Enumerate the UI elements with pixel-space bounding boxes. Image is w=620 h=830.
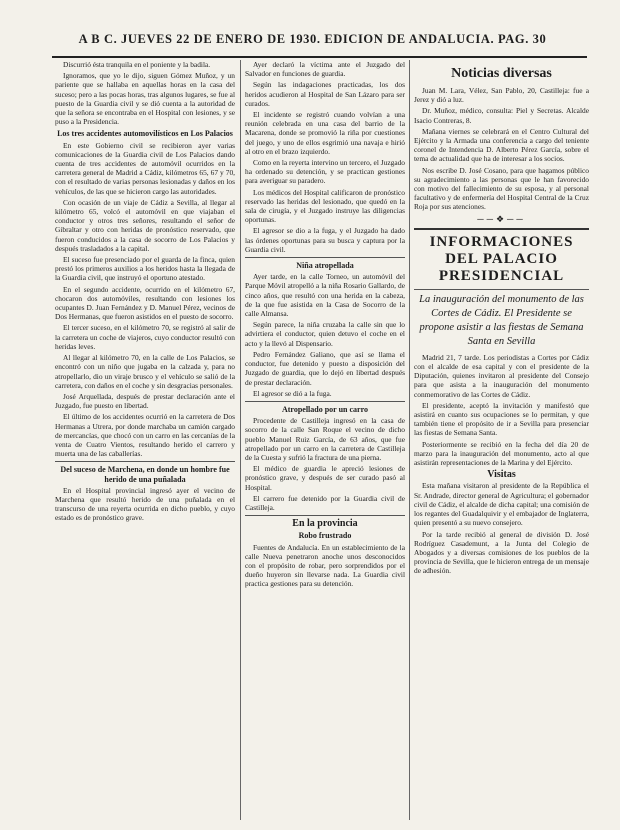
- article-paragraph: Pedro Fernández Galiano, que así se llama el conductor, fue detenido y puesto a disposición del Juzgado de guardia, que lo dejó en libertad después de prestar declaración.: [245, 349, 405, 387]
- article-paragraph: Procedente de Castilleja ingresó en la casa de socorro de la calle San Roque el vecino de dicho pueblo Manuel Ruiz García, de 63 años, que fue atropellado por un carro en la carretera de Castilleja de la Cuesta y sufrió la fractura de una pierna.: [245, 416, 405, 462]
- article-paragraph: El carrero fue detenido por la Guardia civil de Castilleja.: [245, 493, 405, 512]
- article-paragraph: En el Hospital provincial ingresó ayer el vecino de Marchena que resultó herido de una puñalada en el transcurso de una reyerta ocurrida en dicho pueblo, y cuyo estado es de pronóstico grave.: [55, 485, 235, 523]
- section-divider: [245, 515, 405, 516]
- article-paragraph: Esta mañana visitaron al presidente de la República el Sr. Andrade, director general de Agricultura; el gobernador civil de Cádiz, el alcalde de dicha capital; una comisión de los regantes del Guadalquivir y el embajador de Inglaterra, quien presentó a su nuevo consejero.: [414, 481, 589, 528]
- column-1: [55, 60, 235, 820]
- header-rule: [52, 56, 587, 58]
- article-heading: Robo frustrado: [298, 531, 352, 541]
- article-paragraph: Según parece, la niña cruzaba la calle sin que lo advirtiera el conductor, quien detuvo el coche en el acto y la llevó al Dispensario.: [245, 320, 405, 348]
- article-paragraph: El tercer suceso, en el kilómetro 70, se registró al salir de la carretera un coche de viajeros, cuyo conductor resultó con heridas leves.: [55, 323, 235, 351]
- article-paragraph: El médico de guardia le apreció lesiones de pronóstico grave, y después de ser curado pasó al Hospital.: [245, 464, 405, 492]
- section-heading: INFORMACIONES DEL PALACIO PRESIDENCIAL: [429, 233, 574, 284]
- article-paragraph: Posteriormente se recibió en la fecha del día 20 de marzo para la inauguración del monumento, acto al que asistirán representaciones de la Marina y del Ejército.: [414, 439, 589, 468]
- article-paragraph: Ayer declaró la víctima ante el Juzgado del Salvador en funciones de guardia.: [245, 60, 405, 79]
- section-heading: Noticias diversas: [451, 66, 552, 81]
- section-divider: [414, 289, 589, 290]
- column-divider-2: [409, 60, 410, 820]
- article-paragraph: El incidente se registró cuando volvían a una reunión celebrada en una casa del barrio de la Macarena, donde se promovió la riña por cuestiones del juego, y uno de ellos esgrimió una navaja e hirió al otro en el brazo izquierdo.: [245, 110, 405, 156]
- article-heading: Del suceso de Marchena, en donde un hombre fue herido de una puñalada: [60, 465, 230, 484]
- article-paragraph: Discurrió ésta tranquila en el poniente y la badila.: [63, 60, 211, 69]
- article-paragraph: El presidente, aceptó la invitación y manifestó que asistirá en cuanto sus ocupaciones se lo permitan, y que también tiene el propósito de ir a Sevilla para presenciar las fiestas de Semana Santa.: [414, 400, 589, 438]
- article-paragraph: Al llegar al kilómetro 70, en la calle de Los Palacios, se encontró con un niño que jugaba en la calzada y, para no atropellarlo, dio un viraje brusco y el vehículo se salió de la carretera, con daños en el coche y sin desgracias personales.: [55, 353, 235, 390]
- article-paragraph: Juan M. Lara, Vélez, San Pablo, 20, Castilleja: fue a Jerez y dió a luz.: [414, 86, 589, 105]
- article-paragraph: José Arquellada, después de prestar declaración ante el Juzgado, fue puesto en libertad.: [55, 391, 235, 411]
- article-paragraph: Nos escribe D. José Cosano, para que hagamos público su agradecimiento a las personas que le han favorecido con motivo del fallecimiento de su esposa, y al personal facultativo y de enfermería del Hospital Central de la Cruz Roja por sus atenciones.: [414, 165, 589, 212]
- section-heading: En la provincia: [292, 518, 358, 530]
- article-paragraph: Ignoramos, que yo le dijo, siguen Gómez Muñoz, y un pariente que se hallaba en aquellas horas en la casa del suceso; pero a las pocas horas, tras algunos lugares, se fue al puesto de la Guardia civil y se dió cuenta a la autoridad de que la señora se encontraba en el Hospital con lesiones, y se puso a la Presidencia.: [55, 71, 235, 127]
- article-paragraph: Según las indagaciones practicadas, los dos heridos acudieron al Hospital de San Lázaro para ser curados.: [245, 80, 405, 108]
- article-paragraph: Por la tarde recibió al general de división D. José Rodríguez Casademunt, a la Junta del Colegio de Abogados y a diversas comisiones de los pueblos de la provincia de Sevilla, que le hicieron entrega de un mensaje de adhesión.: [414, 529, 589, 576]
- column-2: [245, 60, 405, 820]
- article-paragraph: Madrid 21, 7 tarde. Los periodistas a Cortes por Cádiz con el alcalde de esa capital y con el presidente de la Diputación, quienes invitaron al presidente del Consejo para que asista a la inauguración del monumento conmemorativo de las Cortes de Cádiz.: [414, 352, 589, 399]
- section-divider: [55, 461, 235, 462]
- article-paragraph: En el segundo accidente, ocurrido en el kilómetro 67, chocaron dos automóviles, resultando con lesiones los ocupantes D. Juan Fernández y D. Manuel Pérez, vecinos de Dos Hermanas, que fueron asistidos en el puesto de socorro.: [55, 284, 235, 322]
- article-heading: Visitas: [487, 469, 516, 481]
- article-paragraph: Ayer tarde, en la calle Torneo, un automóvil del Parque Móvil atropelló a la niña Rosario Gallardo, de cinco años, que resultó con una herida en la cabeza, de la que fue asistida en la Casa de Socorro de la calle Almansa.: [245, 272, 405, 319]
- article-heading: Atropellado por un carro: [281, 404, 368, 414]
- article-paragraph: El último de los accidentes ocurrió en la carretera de Dos Hermanas a Utrera, por donde marchaba un camión cargado de mercancías, que chocó con un carro en las cercanías de la venta de Cuatro Vientos, resultando herido el carrero y muerta una de las caballerías.: [55, 412, 235, 459]
- article-heading: Niña atropellada: [296, 261, 354, 271]
- article-paragraph: Como en la reyerta intervino un tercero, el Juzgado ha ordenado su detención, y se practican gestiones para averiguar su paradero.: [245, 158, 405, 186]
- column-3: [414, 60, 589, 820]
- article-paragraph: El agresor se dió a la fuga.: [253, 388, 332, 398]
- column-divider-1: [240, 60, 241, 820]
- article-heading: Los tres accidentes automovilísticos en Los Palacios: [57, 129, 233, 139]
- article-paragraph: El agresor se dio a la fuga, y el Juzgado ha dado las órdenes oportunas para su busca y captura por la Guardia civil.: [245, 226, 405, 254]
- article-paragraph: Con ocasión de un viaje de Cádiz a Sevilla, al llegar al kilómetro 65, volcó el automóvil en que viajaban el conductor y otros tres señores, resultando el señor de Gibraltar y otro con heridas de pronóstico reservado, que fueron conducidos a la casa de socorro de Los Palacios y después trasladados a la capital.: [55, 197, 235, 253]
- section-divider: [414, 228, 589, 230]
- article-paragraph: Dr. Muñoz, médico, consulta: Piel y Secretas. Alcalde Isacio Contreras, 8.: [414, 106, 589, 125]
- article-paragraph: Fuentes de Andalucía. En un establecimiento de la calle Nueva penetraron anoche unos desconocidos con el propósito de robar, pero sorprendidos por el dueño huyeron sin llevarse nada. La Guardia civil practica gestiones para su detención.: [245, 542, 405, 589]
- article-paragraph: Mañana viernes se celebrará en el Centro Cultural del Ejército y la Armada una conferencia a cargo del teniente coronel de Intendencia D. Alberto Pérez García, sobre el tema de actualidad que ha de interesar a los socios.: [414, 126, 589, 164]
- section-divider: [245, 401, 405, 402]
- article-paragraph: En este Gobierno civil se recibieron ayer varias comunicaciones de la Guardia civil de Los Palacios dando cuenta de tres accidentes de automóvil ocurridos en la carretera general de Madrid a Cádiz, kilómetros 65, 67 y 70, con el resultado de varias personas lesionadas y daños en los vehículos, de las que se hicieron cargo las autoridades.: [55, 140, 235, 196]
- article-paragraph: Los médicos del Hospital calificaron de pronóstico reservado las heridas del lesionado, que quedó en la sala de cirugía, y el Juzgado instruye las diligencias oportunas.: [245, 187, 405, 225]
- article-subheading: La inauguración del monumento de las Cortes de Cádiz. El Presidente se propone asistir a las fiestas de Semana Santa en Sevilla: [419, 293, 584, 347]
- ornament-divider: ──❖──: [477, 213, 526, 224]
- page-header: A B C. JUEVES 22 DE ENERO DE 1930. EDICION DE ANDALUCIA. PAG. 30: [78, 32, 547, 46]
- section-divider: [245, 257, 405, 258]
- article-paragraph: El suceso fue presenciado por el guarda de la finca, quien prestó los primeros auxilios a los heridos hasta la llegada de la Guardia civil, que instruyó el oportuno atestado.: [55, 255, 235, 283]
